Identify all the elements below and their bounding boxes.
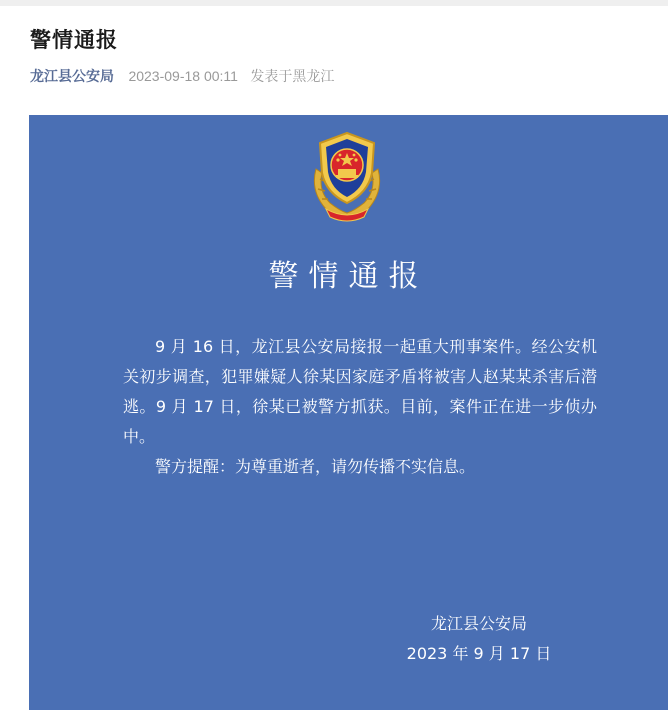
top-divider <box>0 0 668 6</box>
account-name-link[interactable]: 龙江县公安局 <box>30 69 114 85</box>
notice-title: 警情通报 <box>268 259 429 294</box>
notice-body <box>123 332 597 482</box>
notice-signature <box>399 609 559 669</box>
article-title: 警情通报 <box>30 28 118 52</box>
issue-date: 2023 年 9 月 17 日 <box>406 644 552 663</box>
police-emblem-icon <box>302 129 392 223</box>
issuer-name: 龙江县公安局 <box>430 614 527 633</box>
notice-paragraph: 9 月 16 日，龙江县公安局接报一起重大刑事案件。经公安机关初步调查，犯罪嫌疑人徐某因家庭矛盾将被害人赵某某杀害后潜逃。9 月 17 日，徐某已被警方抓获。目前，案件正在进一步侦办中。 <box>123 337 597 446</box>
article-meta <box>30 66 334 86</box>
publish-location: 发表于黑龙江 <box>250 69 335 85</box>
notice-image[interactable] <box>29 115 668 710</box>
notice-paragraph: 警方提醒：为尊重逝者，请勿传播不实信息。 <box>155 457 476 476</box>
publish-date: 2023-09-18 00:11 <box>128 68 238 84</box>
